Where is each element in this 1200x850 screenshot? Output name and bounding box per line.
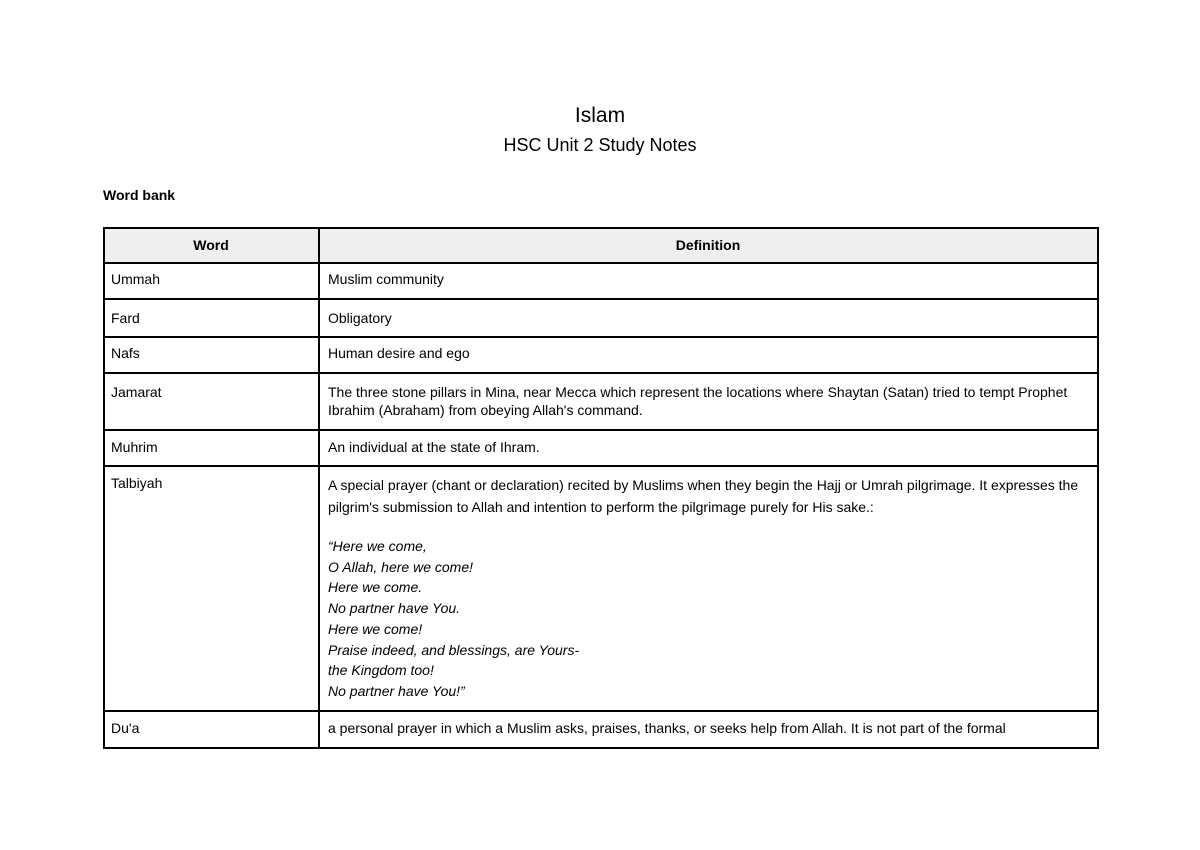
word-cell: Muhrim [104,430,319,466]
quote-line: Praise indeed, and blessings, are Yours- [328,641,580,658]
table-row [104,337,1098,373]
column-header-word: Word [104,228,319,263]
word-cell: Nafs [104,337,319,373]
table-row [104,430,1098,466]
definition-cell [319,466,1098,711]
definition-cell: Muslim community [319,263,1098,299]
talbiyah-quote [328,536,1090,702]
quote-line: Here we come! [328,620,423,637]
quote-line: “Here we come, [328,538,427,554]
quote-line: the Kingdom too! [328,662,434,679]
section-heading-word-bank: Word bank [103,187,176,203]
definition-cell: The three stone pillars in Mina, near Mecca which represent the locations where Shaytan (Satan) tried to tempt Prophet Ibrahim (Abraham) from obeying Allah's command. [319,373,1098,430]
definition-cell: Obligatory [319,299,1098,337]
quote-line: No partner have You. [328,600,461,617]
quote-line: Here we come. [328,579,423,596]
definition-text: a personal prayer in which a Muslim asks, praises, thanks, or seeks help from Allah. It is not part of the formal [328,719,1006,736]
table-header-row [104,228,1098,263]
document-subtitle: HSC Unit 2 Study Notes [503,135,697,155]
word-cell: Jamarat [104,373,319,430]
quote-line: O Allah, here we come! [328,558,473,575]
word-cell: Talbiyah [104,466,319,711]
definition-cell: An individual at the state of Ihram. [319,430,1098,466]
table-row [104,373,1098,430]
definition-cell: Human desire and ego [319,337,1098,373]
definition-cell [319,711,1098,748]
definition-text: A special prayer (chant or declaration) recited by Muslims when they begin the Hajj or Umrah pilgrimage. It expresses the pilgrim's submission to Allah and intention to perform the pilgrimage purely for His sake.: [328,477,1079,515]
table-row [104,711,1098,748]
table-row [104,263,1098,299]
column-header-definition: Definition [319,228,1098,263]
word-cell: Ummah [104,263,319,299]
word-cell: Fard [104,299,319,337]
document-title: Islam [574,104,626,127]
word-cell: Du'a [104,711,319,748]
table-row [104,299,1098,337]
table-row [104,466,1098,711]
quote-line: No partner have You!” [328,682,465,699]
word-bank-table [103,227,1099,749]
